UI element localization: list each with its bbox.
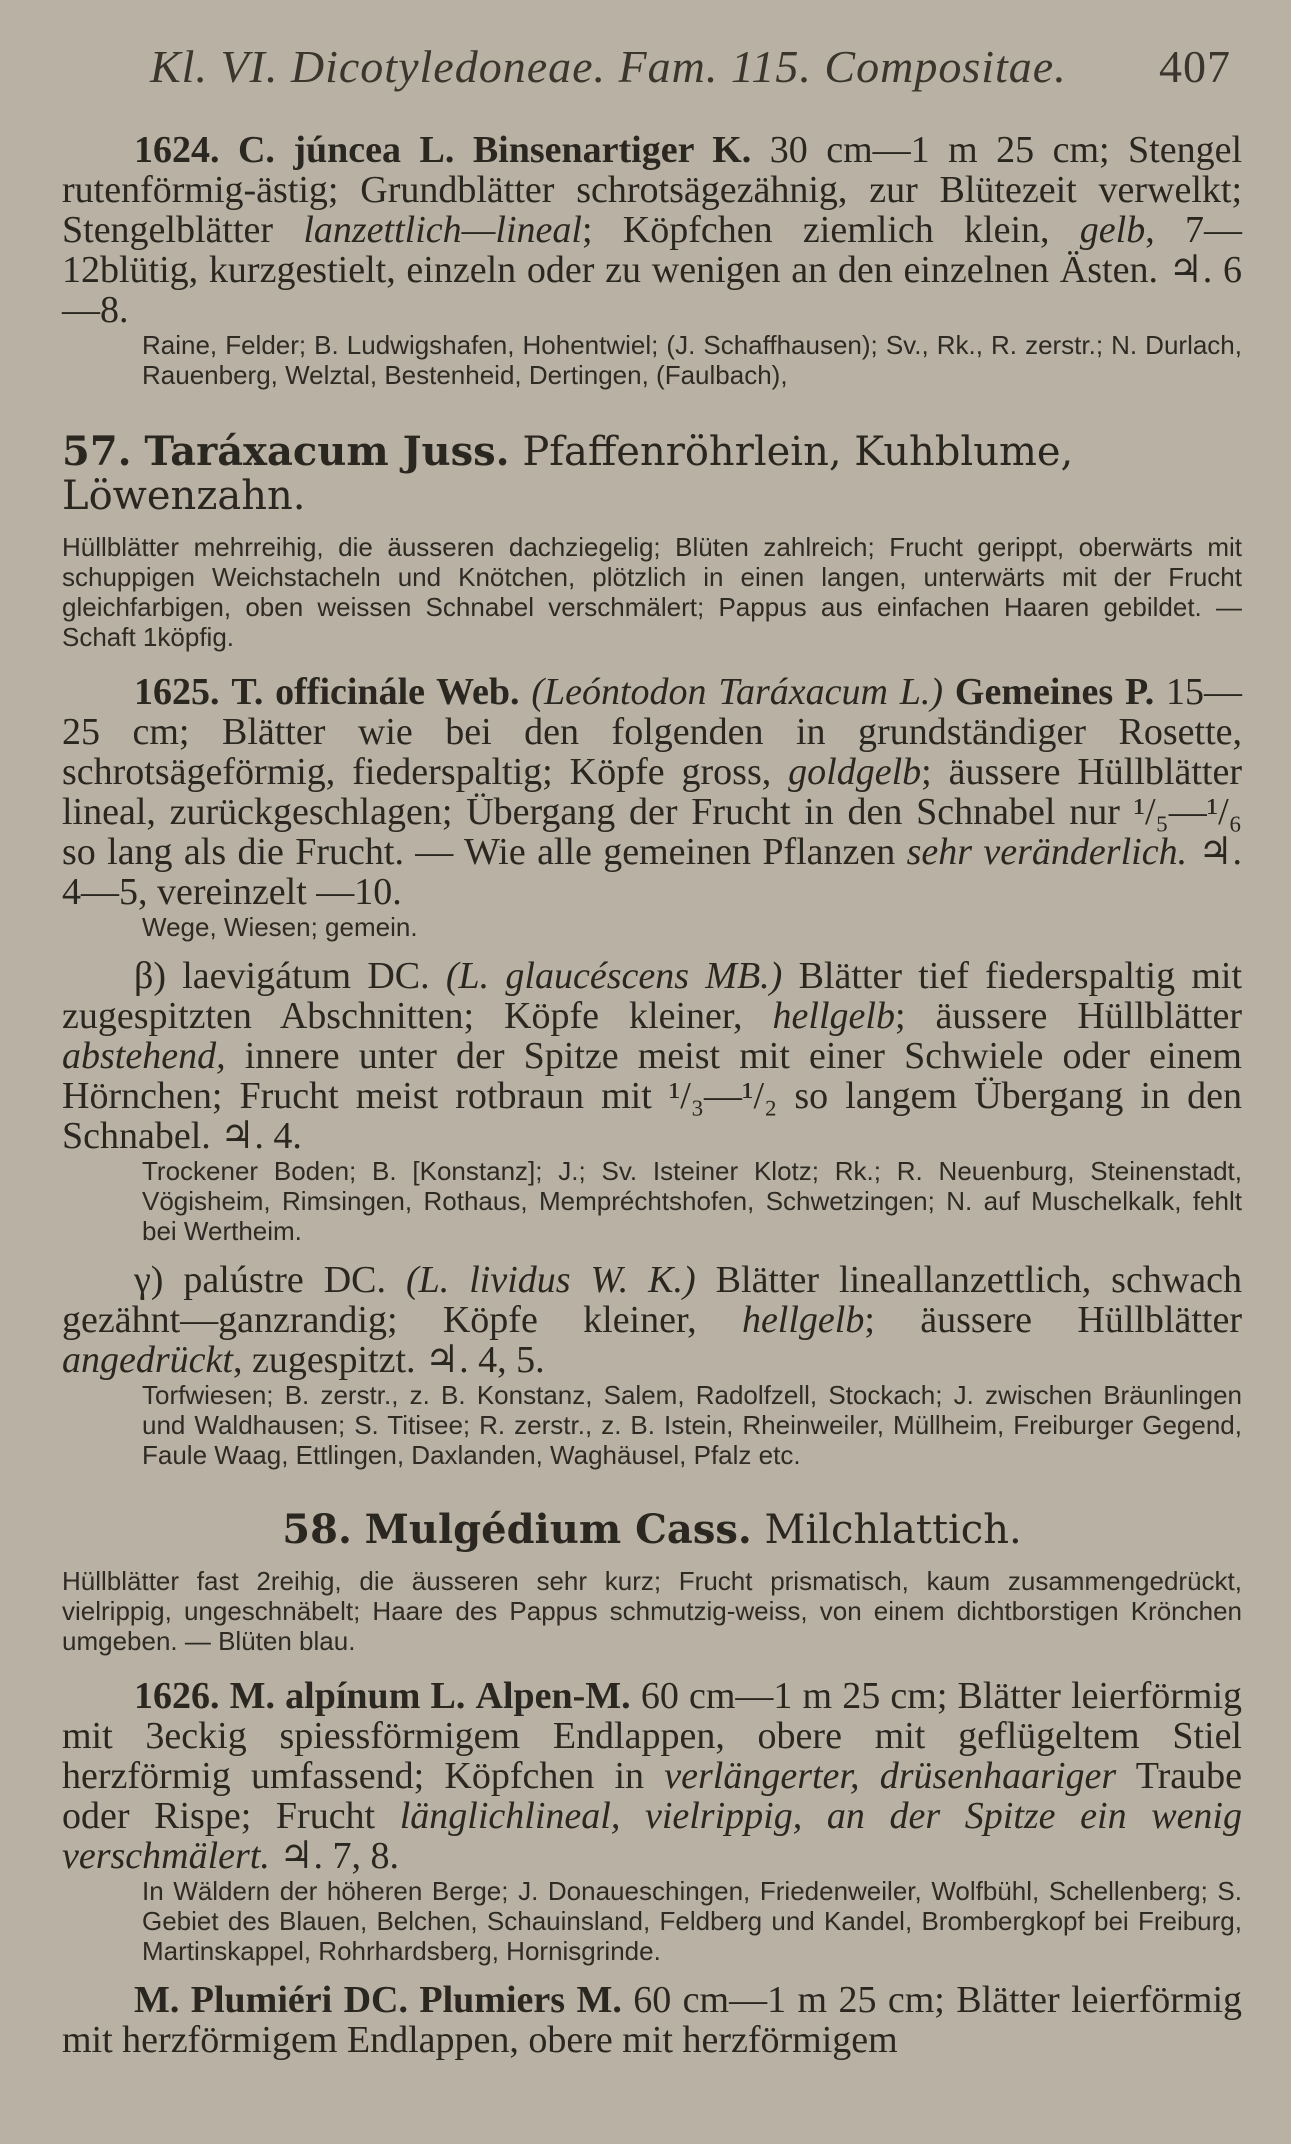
genus-common-name: Milchlattich. bbox=[764, 1507, 1022, 1553]
running-header bbox=[150, 40, 1231, 93]
entry-number: 1624. bbox=[134, 129, 220, 171]
description-italic: hellgelb bbox=[741, 1299, 865, 1341]
entry-1625 bbox=[62, 672, 1242, 912]
page-number: 407 bbox=[1159, 41, 1231, 92]
description-text: 60 cm—1 m 25 cm; Blätter leierförmig mit herzförmigem Endlappen, obere mit herzförmigem bbox=[62, 1979, 1243, 2061]
description-text: ♃. 7, 8. bbox=[269, 1835, 399, 1877]
page-content bbox=[62, 130, 1242, 2060]
entry-1624-localities: Raine, Felder; B. Ludwigshafen, Hohentwiel; (J. Schaffhausen); Sv., Rk., R. zerstr.; N. Durlach, Rauenberg, Welztal, Bestenheid, Dertingen, (Faulbach), bbox=[142, 330, 1242, 390]
description-text: ; Köpfchen ziemlich klein, bbox=[581, 209, 1080, 251]
description-text: ; äussere Hüllblätter bbox=[894, 995, 1242, 1037]
description-text: 30 cm—1 m 25 cm; Stengel rutenförmig-ästig; Grundblätter schrotsägezähnig, zur Blütezeit verwelkt; Stengelblätter bbox=[62, 129, 1243, 251]
species-name: T. officinále Web. bbox=[231, 671, 520, 713]
genus-58-description: Hüllblätter fast 2reihig, die äusseren sehr kurz; Frucht prismatisch, kaum zusammengedrückt, vielrippig, ungeschnäbelt; Haare des Pappus schmutzig-weiss, von einem dichtborstigen Krönchen umgeben. — Blüten blau. bbox=[62, 1566, 1242, 1656]
entry-1624 bbox=[62, 130, 1242, 330]
variety-beta-localities: Trockener Boden; B. [Konstanz]; J.; Sv. Isteiner Klotz; Rk.; R. Neuenburg, Steinenstadt, Vögisheim, Rimsingen, Rothaus, Mempréchtshofen, Schwetzingen; N. auf Muschelkalk, fehlt bei Wertheim. bbox=[142, 1156, 1242, 1246]
genus-57-description: Hüllblätter mehrreihig, die äusseren dachziegelig; Blüten zahlreich; Frucht gerippt, oberwärts mit schuppigen Weichstacheln und Knötchen, plötzlich in einen langen, unterwärts mit der Frucht gleichfarbigen, oben weissen Schnabel verschmälert; Pappus aus einfachen Haaren gebildet. — Schaft 1köpfig. bbox=[62, 532, 1242, 652]
synonym: (Leóntodon Taráxacum L.) bbox=[531, 671, 944, 713]
genus-name: Mulgédium Cass. bbox=[364, 1506, 752, 1553]
synonym: (L. lividus W. K.) bbox=[405, 1259, 696, 1301]
description-italic: angedrückt bbox=[62, 1339, 233, 1381]
description-italic: sehr veränderlich. bbox=[906, 831, 1188, 873]
description-text: ; äussere Hüllblätter bbox=[864, 1299, 1242, 1341]
description-italic: lanzettlich—lineal bbox=[303, 209, 582, 251]
variety-label: γ) palústre DC. bbox=[134, 1259, 386, 1301]
genus-name: Taráxacum Juss. bbox=[144, 428, 510, 475]
description-text: ♃. 4—5, vereinzelt —10. bbox=[62, 831, 1242, 913]
running-title: Kl. VI. Dicotyledoneae. Fam. 115. Compositae. bbox=[150, 41, 1067, 92]
entry-number: 1626. bbox=[134, 1675, 220, 1717]
variety-gamma bbox=[62, 1260, 1242, 1380]
description-text: , zugespitzt. ♃. 4, 5. bbox=[232, 1339, 545, 1381]
entry-number: 1625. bbox=[134, 671, 220, 713]
entry-1626 bbox=[62, 1676, 1242, 1876]
entry-plumieri bbox=[62, 1980, 1242, 2060]
description-text: innere unter der Spitze meist mit einer Schwiele oder einem Hörnchen; Frucht meist rotbraun mit ¹/₃—¹/₂ so langem Übergang in den Schnabel. ♃. 4. bbox=[62, 1035, 1242, 1157]
entry-1626-localities: In Wäldern der höheren Berge; J. Donaueschingen, Friedenweiler, Wolfbühl, Schellenberg; S. Gebiet des Blauen, Belchen, Schauinsland, Feldberg und Kandel, Brombergkopf bei Freiburg, Martinskappel, Rohrhardsberg, Hornisgrinde. bbox=[142, 1876, 1242, 1966]
common-name: Gemeines P. bbox=[954, 671, 1155, 713]
genus-number: 57. bbox=[62, 428, 132, 475]
description-italic: verlängerter, drüsenhaariger bbox=[664, 1755, 1117, 1797]
description-italic: gelb bbox=[1079, 209, 1146, 251]
common-name: Binsenartiger K. bbox=[472, 129, 752, 171]
description-text: , 7—12blütig, kurzgestielt, einzeln oder zu wenigen an den einzelnen Ästen. ♃. 6—8. bbox=[62, 209, 1242, 331]
description-italic: abstehend, bbox=[62, 1035, 226, 1077]
species-name: M. Plumiéri DC. bbox=[134, 1979, 408, 2021]
description-italic: länglichlineal, vielrippig, an der Spitze ein wenig verschmälert. bbox=[62, 1795, 1242, 1877]
description-text: Blätter tief fiederspaltig mit zugespitzten Abschnitten; Köpfe kleiner, bbox=[62, 955, 1243, 1037]
variety-label: β) laevigátum DC. bbox=[134, 955, 430, 997]
description-italic: hellgelb bbox=[772, 995, 895, 1037]
species-name: C. júncea L. bbox=[237, 129, 455, 171]
common-name: Alpen-M. bbox=[475, 1675, 631, 1717]
description-text: 60 cm—1 m 25 cm; Blätter leierförmig mit 3eckig spiessförmigem Endlappen, obere mit geflügeltem Stiel herzförmig umfassend; Köpfchen in bbox=[62, 1675, 1243, 1797]
genus-57-heading bbox=[62, 430, 1242, 518]
variety-beta bbox=[62, 956, 1242, 1156]
genus-common-name: Pfaffenröhrlein, Kuhblume, Löwenzahn. bbox=[62, 429, 1074, 519]
description-text: 15—25 cm; Blätter wie bei den folgenden in grundständiger Rosette, schrotsägeförmig, fiederspaltig; Köpfe gross, bbox=[62, 671, 1243, 793]
species-name: M. alpínum L. bbox=[229, 1675, 466, 1717]
entry-1625-localities: Wege, Wiesen; gemein. bbox=[142, 912, 418, 942]
variety-gamma-localities: Torfwiesen; B. zerstr., z. B. Konstanz, Salem, Radolfzell, Stockach; J. zwischen Bräunlingen und Waldhausen; S. Titisee; R. zerstr., z. B. Istein, Rheinweiler, Müllheim, Freiburger Gegend, Faule Waag, Ettlingen, Daxlanden, Waghäusel, Pfalz etc. bbox=[142, 1380, 1242, 1470]
genus-number: 58. bbox=[282, 1506, 352, 1553]
genus-58-heading bbox=[62, 1508, 1242, 1552]
description-text: ; äussere Hüllblätter lineal, zurückgeschlagen; Übergang der Frucht in den Schnabel nur ¹/₅—¹/₆ so lang als die Frucht. — Wie alle gemeinen Pflanzen bbox=[62, 751, 1242, 873]
common-name: Plumiers M. bbox=[419, 1979, 622, 2021]
description-text: Traube oder Rispe; Frucht bbox=[62, 1755, 1242, 1837]
description-text: Blätter lineallanzettlich, schwach gezähnt—ganzrandig; Köpfe kleiner, bbox=[62, 1259, 1243, 1341]
description-italic: goldgelb bbox=[788, 751, 922, 793]
synonym: (L. glaucéscens MB.) bbox=[445, 955, 783, 997]
